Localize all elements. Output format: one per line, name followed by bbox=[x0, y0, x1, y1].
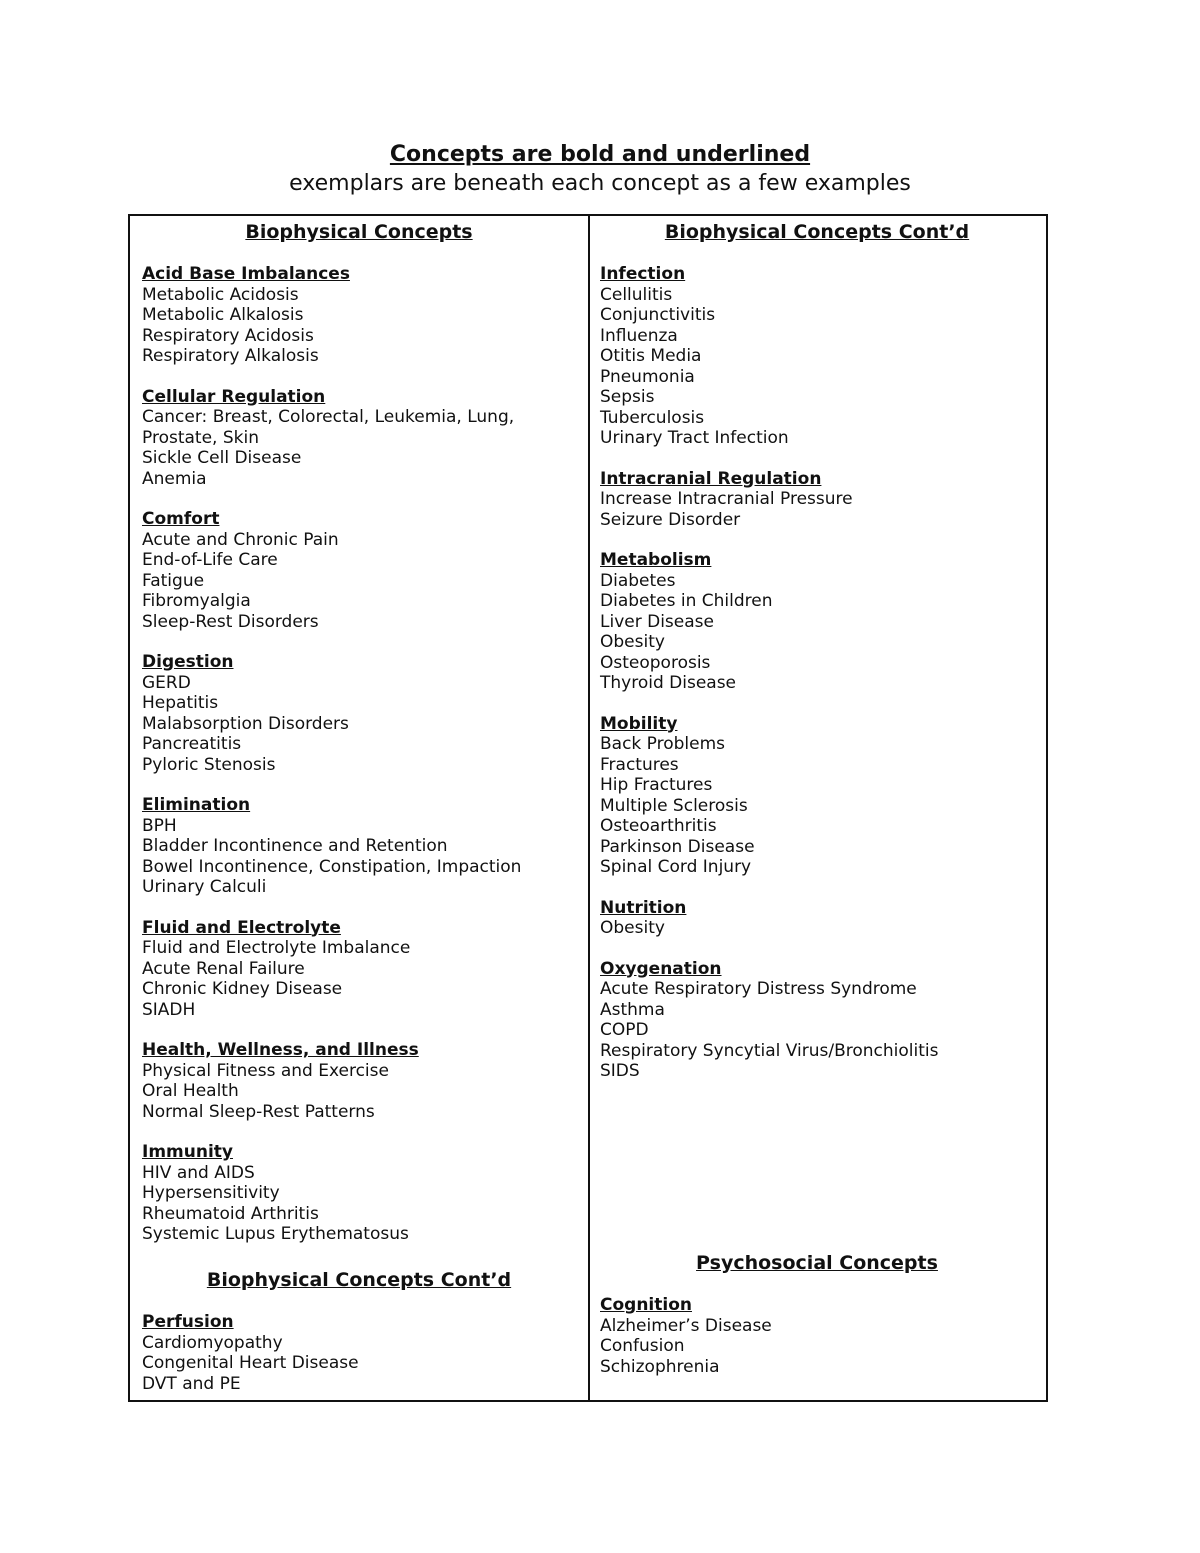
concept-title: Oxygenation bbox=[600, 958, 722, 979]
exemplar-item: Seizure Disorder bbox=[600, 509, 741, 530]
exemplar-item: Rheumatoid Arthritis bbox=[142, 1203, 319, 1224]
concept-block bbox=[600, 264, 1040, 449]
exemplar-item: SIADH bbox=[142, 999, 196, 1020]
right-section2-concept-list bbox=[600, 1295, 1040, 1377]
exemplar-item: Multiple Sclerosis bbox=[600, 795, 748, 816]
right-concept-list bbox=[600, 264, 1040, 1082]
exemplar-item: Sleep-Rest Disorders bbox=[142, 611, 319, 632]
exemplar-item: Acute Renal Failure bbox=[142, 958, 305, 979]
exemplar-item: HIV and AIDS bbox=[142, 1162, 255, 1183]
concept-block bbox=[142, 1142, 582, 1245]
exemplar-item: Influenza bbox=[600, 325, 678, 346]
concept-title: Cellular Regulation bbox=[142, 386, 326, 407]
exemplar-item: Conjunctivitis bbox=[600, 305, 716, 325]
column-divider bbox=[588, 216, 590, 1400]
concept-title: Elimination bbox=[142, 795, 251, 815]
left-column-header: Biophysical Concepts bbox=[245, 221, 473, 243]
exemplar-item: Bowel Incontinence, Constipation, Impaction bbox=[142, 856, 522, 877]
concept-block bbox=[142, 387, 582, 490]
exemplar-item: Hepatitis bbox=[142, 693, 219, 713]
exemplar-item: Respiratory Syncytial Virus/Bronchiolitis bbox=[600, 1040, 939, 1061]
concept-title: Acid Base Imbalances bbox=[142, 264, 350, 284]
exemplar-item: Back Problems bbox=[600, 734, 726, 754]
exemplar-item: Osteoporosis bbox=[600, 652, 711, 673]
exemplar-item: Asthma bbox=[600, 999, 665, 1020]
exemplar-item: Liver Disease bbox=[600, 611, 714, 632]
exemplar-item: Systemic Lupus Erythematosus bbox=[142, 1224, 409, 1244]
exemplar-item: Otitis Media bbox=[600, 346, 702, 366]
exemplar-item: Urinary Tract Infection bbox=[600, 428, 789, 448]
exemplar-item: Fractures bbox=[600, 754, 679, 775]
document-subtitle: exemplars are beneath each concept as a few examples bbox=[289, 171, 911, 196]
left-concept-list bbox=[142, 264, 582, 1245]
concept-block bbox=[142, 652, 582, 775]
exemplar-item: Sepsis bbox=[600, 387, 655, 407]
right-column bbox=[600, 216, 1040, 1082]
exemplar-item: Bladder Incontinence and Retention bbox=[142, 836, 448, 856]
exemplar-item: Fluid and Electrolyte Imbalance bbox=[142, 938, 411, 958]
exemplar-item: Parkinson Disease bbox=[600, 836, 755, 857]
right-column-header: Biophysical Concepts Cont’d bbox=[664, 221, 970, 243]
concept-block bbox=[600, 714, 1040, 878]
exemplar-item: Congenital Heart Disease bbox=[142, 1353, 359, 1373]
exemplar-item: BPH bbox=[142, 815, 177, 836]
exemplar-item: Pneumonia bbox=[600, 366, 695, 387]
exemplar-item: Cancer: Breast, Colorectal, Leukemia, Lung, Prostate, Skin bbox=[142, 407, 515, 448]
concept-block bbox=[142, 264, 582, 367]
exemplar-item: Pancreatitis bbox=[142, 734, 242, 754]
concept-title: Comfort bbox=[142, 509, 220, 529]
concept-title: Metabolism bbox=[600, 550, 712, 570]
concept-block bbox=[142, 1312, 582, 1394]
concept-title: Health, Wellness, and Illness bbox=[142, 1040, 419, 1060]
exemplar-item: Acute and Chronic Pain bbox=[142, 529, 339, 550]
exemplar-item: Respiratory Alkalosis bbox=[142, 346, 319, 366]
exemplar-item: Obesity bbox=[600, 632, 665, 652]
concept-block bbox=[142, 795, 582, 898]
exemplar-item: Alzheimer’s Disease bbox=[600, 1315, 772, 1336]
document-title: Concepts are bold and underlined bbox=[389, 142, 811, 167]
concept-block bbox=[600, 1295, 1040, 1377]
concepts-table bbox=[128, 214, 1048, 1402]
exemplar-item: Fibromyalgia bbox=[142, 591, 251, 611]
left-section2-concept-list bbox=[142, 1312, 582, 1394]
exemplar-item: Spinal Cord Injury bbox=[600, 857, 752, 877]
exemplar-item: Confusion bbox=[600, 1336, 685, 1356]
right-section2 bbox=[600, 1251, 1040, 1377]
concept-title: Mobility bbox=[600, 713, 678, 734]
exemplar-item: Acute Respiratory Distress Syndrome bbox=[600, 979, 917, 999]
exemplar-item: Sickle Cell Disease bbox=[142, 448, 302, 468]
exemplar-item: Oral Health bbox=[142, 1081, 239, 1101]
exemplar-item: SIDS bbox=[600, 1061, 640, 1081]
right-section2-header: Psychosocial Concepts bbox=[696, 1252, 938, 1274]
left-section2-header: Biophysical Concepts Cont’d bbox=[206, 1269, 512, 1291]
concept-block bbox=[142, 918, 582, 1021]
exemplar-item: Hip Fractures bbox=[600, 775, 713, 795]
concept-block bbox=[600, 959, 1040, 1082]
left-column bbox=[142, 216, 582, 1245]
concept-block bbox=[142, 509, 582, 632]
exemplar-item: Schizophrenia bbox=[600, 1356, 720, 1377]
exemplar-item: Normal Sleep-Rest Patterns bbox=[142, 1101, 375, 1122]
exemplar-item: Malabsorption Disorders bbox=[142, 713, 349, 734]
exemplar-item: Cardiomyopathy bbox=[142, 1332, 283, 1353]
exemplar-item: Pyloric Stenosis bbox=[142, 754, 276, 775]
exemplar-item: GERD bbox=[142, 672, 191, 693]
exemplar-item: Diabetes in Children bbox=[600, 591, 773, 611]
concept-title: Intracranial Regulation bbox=[600, 468, 822, 489]
concept-title: Nutrition bbox=[600, 897, 687, 918]
exemplar-item: Osteoarthritis bbox=[600, 816, 717, 836]
concept-title: Fluid and Electrolyte bbox=[142, 917, 341, 938]
exemplar-item: Urinary Calculi bbox=[142, 877, 267, 897]
exemplar-item: Metabolic Acidosis bbox=[142, 284, 299, 305]
concept-title: Digestion bbox=[142, 652, 234, 672]
exemplar-item: Thyroid Disease bbox=[600, 673, 737, 693]
concept-block bbox=[600, 550, 1040, 694]
exemplar-item: End-of-Life Care bbox=[142, 550, 278, 570]
exemplar-item: Chronic Kidney Disease bbox=[142, 979, 343, 999]
exemplar-item: Cellulitis bbox=[600, 284, 673, 305]
exemplar-item: Metabolic Alkalosis bbox=[142, 305, 304, 325]
concept-block bbox=[600, 898, 1040, 939]
exemplar-item: Physical Fitness and Exercise bbox=[142, 1060, 389, 1081]
concept-block bbox=[600, 469, 1040, 531]
concept-title: Cognition bbox=[600, 1295, 692, 1315]
concept-title: Immunity bbox=[142, 1142, 233, 1162]
left-section2 bbox=[142, 1268, 582, 1394]
exemplar-item: Obesity bbox=[600, 918, 665, 938]
exemplar-item: Respiratory Acidosis bbox=[142, 325, 314, 346]
concept-title: Perfusion bbox=[142, 1312, 234, 1332]
exemplar-item: Diabetes bbox=[600, 570, 676, 591]
concept-title: Infection bbox=[600, 264, 686, 284]
exemplar-item: DVT and PE bbox=[142, 1373, 241, 1394]
exemplar-item: Hypersensitivity bbox=[142, 1183, 280, 1203]
exemplar-item: Tuberculosis bbox=[600, 407, 705, 428]
exemplar-item: Increase Intracranial Pressure bbox=[600, 489, 853, 509]
exemplar-item: COPD bbox=[600, 1020, 649, 1040]
concept-block bbox=[142, 1040, 582, 1122]
exemplar-item: Anemia bbox=[142, 468, 207, 489]
exemplar-item: Fatigue bbox=[142, 570, 205, 591]
